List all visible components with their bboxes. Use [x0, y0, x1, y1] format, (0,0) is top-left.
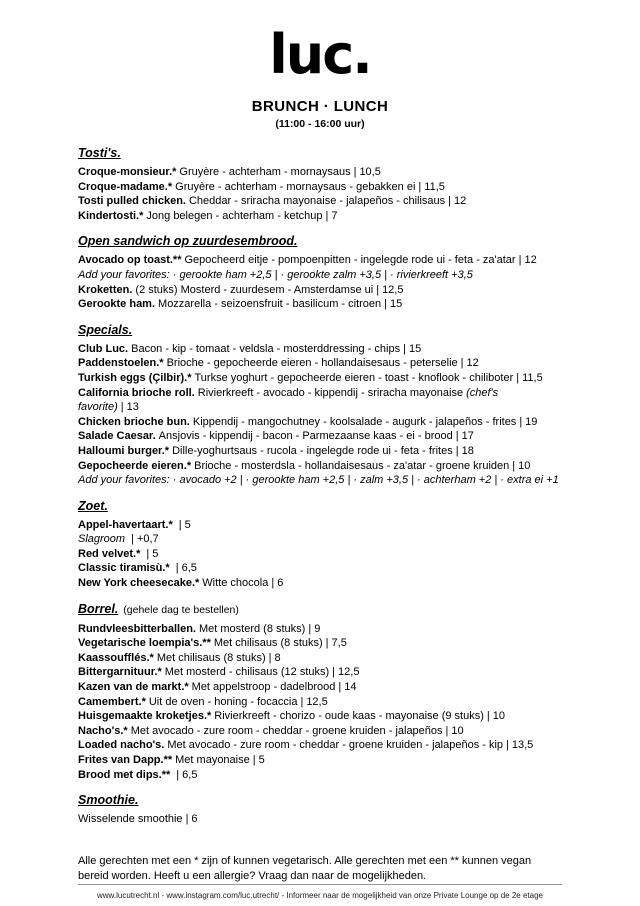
menu-item-name: Rundvleesbitterballen.	[78, 622, 196, 635]
menu-item-desc: Met mosterd (8 stuks)	[198, 622, 306, 635]
menu-item	[78, 444, 562, 459]
menu-item-price: 5	[258, 754, 265, 766]
menu-item-price: 6	[277, 577, 284, 590]
menu-item-note: Add your favorites: · gerookte ham +2,5 | · gerookte zalm +3,5 | · rivierkreeft +3,5	[78, 268, 473, 281]
menu-item	[78, 518, 562, 533]
menu-item	[78, 415, 562, 430]
menu-item-desc: Uit de oven - honing - focaccia	[148, 695, 298, 708]
menu-item	[78, 651, 562, 666]
menu-item-name: Club Luc.	[78, 342, 129, 355]
menu-section	[78, 499, 562, 591]
price-separator: |	[332, 666, 336, 679]
menu-item	[78, 738, 562, 753]
menu-item-price: 12	[454, 195, 467, 208]
price-separator: |	[445, 724, 449, 737]
price-separator: |	[175, 562, 179, 575]
menu-item-name: New York cheesecake.*	[78, 577, 200, 590]
price-separator: |	[384, 298, 388, 311]
menu-item-desc: Wisselende smoothie	[78, 813, 183, 826]
menu-item-price: 6,5	[182, 768, 198, 781]
menu-item-desc: Met chilisaus (8 stuks)	[156, 651, 266, 664]
price-separator: |	[131, 533, 134, 546]
menu-section	[78, 602, 562, 783]
price-separator: |	[325, 637, 329, 650]
menu-item-name: Vegetarische loempia's.**	[78, 637, 211, 650]
menu-item-price: 10	[451, 724, 464, 737]
price-separator: |	[176, 768, 180, 781]
menu-item-desc: Met mayonaise	[175, 754, 250, 766]
price-separator: |	[518, 254, 522, 267]
menu-item	[78, 576, 562, 591]
allergy-legend: Alle gerechten met een * zijn of kunnen vegetarisch. Alle gerechten met een ** kunnen vegan bereid worden. Heeft u een allergie? Vraag dan naar de mogelijkheden.	[78, 854, 532, 882]
price-separator: |	[268, 651, 272, 664]
page-footer	[78, 884, 562, 901]
menu-section	[78, 146, 562, 223]
menu-item-name: Appel-havertaart.*	[78, 518, 173, 531]
price-separator: |	[460, 357, 464, 370]
menu-item-name: Nacho's.*	[78, 724, 128, 737]
menu-item-price: 13	[126, 401, 139, 414]
menu-item-name: Gerookte ham.	[78, 298, 156, 311]
menu-item-desc: Rivierkreeft - chorizo - oude kaas - mayonaise (9 stuks)	[214, 710, 484, 723]
menu-item-price: 12	[466, 357, 479, 370]
menu-hours: (11:00 - 16:00 uur)	[275, 118, 365, 130]
price-separator: |	[120, 401, 124, 414]
price-separator: |	[448, 195, 452, 208]
section-heading-label: Open sandwich op zuurdesembrood.	[78, 234, 298, 249]
menu-item-name: Avocado op toast.**	[78, 254, 182, 267]
section-heading	[78, 602, 562, 618]
price-separator: |	[146, 547, 150, 560]
menu-item	[78, 768, 562, 783]
section-heading-note: (gehele dag te bestellen)	[123, 603, 239, 616]
price-separator: |	[300, 695, 304, 708]
menu-item-price: 12	[524, 254, 537, 267]
menu-item	[78, 680, 562, 695]
menu-section	[78, 793, 562, 827]
menu-item	[78, 429, 562, 444]
section-heading	[78, 146, 562, 161]
price-separator: |	[519, 415, 523, 428]
menu-item	[78, 812, 562, 827]
menu-item-price: 12,5	[306, 695, 328, 708]
menu-item-price: 12,5	[382, 283, 404, 296]
menu-item-desc: Met avocado - zure room - cheddar - groene kruiden - jalapeños - kip	[167, 739, 504, 752]
restaurant-logo: luc.	[269, 23, 371, 86]
price-separator: |	[512, 459, 516, 472]
menu-item	[78, 547, 562, 562]
menu-item	[78, 209, 562, 224]
price-separator: |	[403, 342, 406, 355]
menu-item-name: Croque-monsieur.*	[78, 166, 177, 178]
menu-item-desc: Met avocado - zure room - cheddar - groene kruiden - jalapeños	[130, 724, 443, 737]
menu-item-desc: Witte chocola	[202, 577, 269, 590]
menu-item-name: Chicken brioche bun.	[78, 415, 190, 428]
menu-item-price: 10,5	[359, 166, 381, 178]
footer-divider	[78, 884, 562, 885]
menu-item-name: Kroketten.	[78, 283, 133, 296]
section-heading-label: Smoothie.	[78, 793, 139, 808]
menu-item	[78, 459, 562, 474]
menu-item	[78, 165, 562, 180]
section-heading-label: Specials.	[78, 322, 133, 337]
menu-item-desc: Jong belegen - achterham - ketchup	[146, 209, 323, 222]
menu-item-desc: Met appelstroop - dadelbrood	[191, 681, 336, 694]
section-heading	[78, 323, 562, 338]
price-separator: |	[486, 710, 490, 723]
menu-item	[78, 371, 562, 386]
menu-item	[78, 356, 562, 371]
menu-item-name: Kazen van de markt.*	[78, 681, 189, 694]
price-separator: |	[185, 813, 189, 826]
menu-item-name: Salade Caesar.	[78, 430, 156, 443]
menu-item	[78, 532, 562, 547]
menu-item-price: 11,5	[424, 180, 445, 193]
menu-item	[78, 561, 562, 576]
menu-item-price: 15	[408, 342, 422, 355]
menu-section	[78, 234, 562, 311]
price-separator: |	[178, 518, 182, 531]
menu-item-name: Turkish eggs (Çilbir).*	[78, 371, 192, 384]
price-separator: |	[418, 180, 422, 193]
menu-item-price: 10	[492, 710, 506, 723]
menu-item-desc: Turkse yoghurt - gepocheerde eieren - toast - knoflook - chiliboter	[194, 371, 514, 384]
menu-item-desc: (2 stuks) Mosterd - zuurdesem - Amsterdamse ui	[135, 283, 374, 296]
menu-item-price: 11,5	[522, 371, 543, 384]
price-separator: |	[506, 739, 509, 752]
menu-title: BRUNCH · LUNCH	[251, 98, 389, 115]
menu-item	[78, 622, 562, 637]
price-separator: |	[308, 622, 312, 635]
menu-item-price: 5	[184, 518, 191, 531]
menu-item	[78, 283, 562, 298]
menu-item-name: Brood met dips.**	[78, 768, 171, 781]
menu-item-name: Gepocheerde eieren.*	[78, 459, 192, 472]
menu-item-name: Loaded nacho's.	[78, 739, 165, 752]
menu-item-name: Kaassoufflés.*	[78, 651, 154, 664]
footer-text: www.lucutrecht.nl - www.instagram.com/luc.utrecht/ - Informeer naar de mogelijkheid van onze Private Lounge op de 2e etage	[96, 890, 543, 900]
menu-item-name: California brioche roll.	[78, 386, 195, 399]
menu-item	[78, 194, 562, 209]
menu-item-name: Camembert.*	[78, 695, 146, 708]
menu-item-price: 15	[390, 298, 403, 311]
menu-item-price: 19	[525, 415, 538, 428]
menu-item-price: 13,5	[511, 739, 534, 752]
menu-item-price: 6	[191, 813, 198, 826]
menu-item-price: 9	[314, 622, 321, 635]
menu-item-price: 7,5	[331, 637, 347, 650]
menu-item	[78, 709, 562, 724]
price-separator: |	[338, 681, 342, 694]
section-heading	[78, 234, 562, 249]
menu-item-desc: Dille-yoghurtsaus - rucola - ingelegde rode ui - feta - frites	[172, 444, 453, 457]
menu-item-desc: Rivierkreeft - avocado - kippendij - sriracha mayonaise	[197, 386, 464, 399]
menu-section	[78, 323, 562, 488]
menu-item	[78, 753, 562, 768]
menu-item-name: Tosti pulled chicken.	[78, 195, 186, 208]
menu-item-name: Huisgemaakte kroketjes.*	[78, 710, 212, 723]
menu-item-price: 5	[152, 547, 159, 560]
section-heading-label: Tosti's.	[78, 146, 121, 160]
menu-item-price: 14	[344, 681, 357, 694]
section-heading-label: Borrel.	[78, 601, 119, 616]
menu-item-desc: Brioche - mosterdsla - hollandaisesaus - za'atar - groene kruiden	[194, 459, 510, 472]
menu-item-name: Kindertosti.*	[78, 209, 144, 222]
menu-item-price: 17	[461, 430, 474, 443]
menu-item-note: Add your favorites: · avocado +2 | · gerookte ham +2,5 | · zalm +3,5 | · achterham +2 | · extra ei +1	[78, 474, 559, 487]
menu-item-desc: Gruyère - achterham - mornaysaus - gebakken ei	[175, 180, 416, 193]
menu-item-price: 10	[518, 459, 531, 472]
price-separator: |	[455, 444, 459, 457]
menu-item-desc: Met mosterd - chilisaus (12 stuks)	[164, 666, 330, 679]
menu-item-desc: Brioche - gepocheerde eieren - hollandaisesaus - peterselie	[166, 357, 458, 370]
price-separator: |	[455, 430, 459, 443]
menu-item	[78, 695, 562, 710]
menu-sections	[78, 146, 562, 838]
menu-item-desc-note: (chef's favorite)	[78, 386, 499, 414]
price-separator: |	[376, 283, 380, 296]
menu-item-desc: Kippendij - mangochutney - koolsalade - augurk - jalapeños - frites	[192, 415, 517, 428]
menu-item-price: 8	[274, 651, 281, 664]
menu-item-price: 18	[461, 444, 474, 457]
section-heading-label: Zoet.	[78, 498, 108, 513]
menu-item-desc: Ansjovis - kippendij - bacon - Parmezaanse kaas - ei - brood	[158, 430, 453, 443]
menu-item-desc: Gepocheerd eitje - pompoenpitten - ingelegde rode ui - feta - za'atar	[184, 254, 516, 267]
price-separator: |	[271, 577, 275, 590]
menu-item-price: +0,7	[136, 533, 159, 546]
menu-item-name: Bittergarnituur.*	[78, 666, 162, 679]
price-separator: |	[325, 209, 329, 222]
menu-item-name: Slagroom	[78, 533, 126, 546]
menu-item-desc: Cheddar - sriracha mayonaise - jalapeños - chilisaus	[188, 195, 446, 208]
menu-item-name: Classic tiramisù.*	[78, 562, 170, 575]
menu-item-name: Halloumi burger.*	[78, 444, 170, 457]
price-separator: |	[353, 166, 357, 178]
menu-item	[78, 386, 562, 415]
menu-item-desc: Mozzarella - seizoensfruit - basilicum - citroen	[158, 298, 382, 311]
menu-item	[78, 342, 562, 357]
menu-item	[78, 665, 562, 680]
menu-item-desc: Met chilisaus (8 stuks)	[213, 637, 323, 650]
menu-item-desc: Gruyère - achterham - mornaysaus	[179, 166, 351, 178]
section-heading	[78, 793, 562, 808]
menu-item	[78, 297, 562, 312]
price-separator: |	[252, 754, 256, 766]
menu-item-name: Croque-madame.*	[78, 180, 173, 193]
menu-item-price: 12,5	[338, 666, 360, 679]
menu-item-price: 7	[331, 209, 338, 222]
menu-item-name: Frites van Dapp.**	[78, 754, 173, 766]
menu-item-desc: Bacon - kip - tomaat - veldsla - mosterddressing - chips	[131, 342, 401, 355]
menu-item-name: Paddenstoelen.*	[78, 357, 164, 370]
menu-item	[78, 180, 562, 195]
price-separator: |	[516, 371, 520, 384]
menu-item	[78, 636, 562, 651]
menu-item	[78, 253, 562, 268]
section-heading	[78, 499, 562, 514]
menu-item-name: Red velvet.*	[78, 547, 141, 560]
menu-item-price: 6,5	[181, 562, 197, 575]
menu-item	[78, 724, 562, 739]
